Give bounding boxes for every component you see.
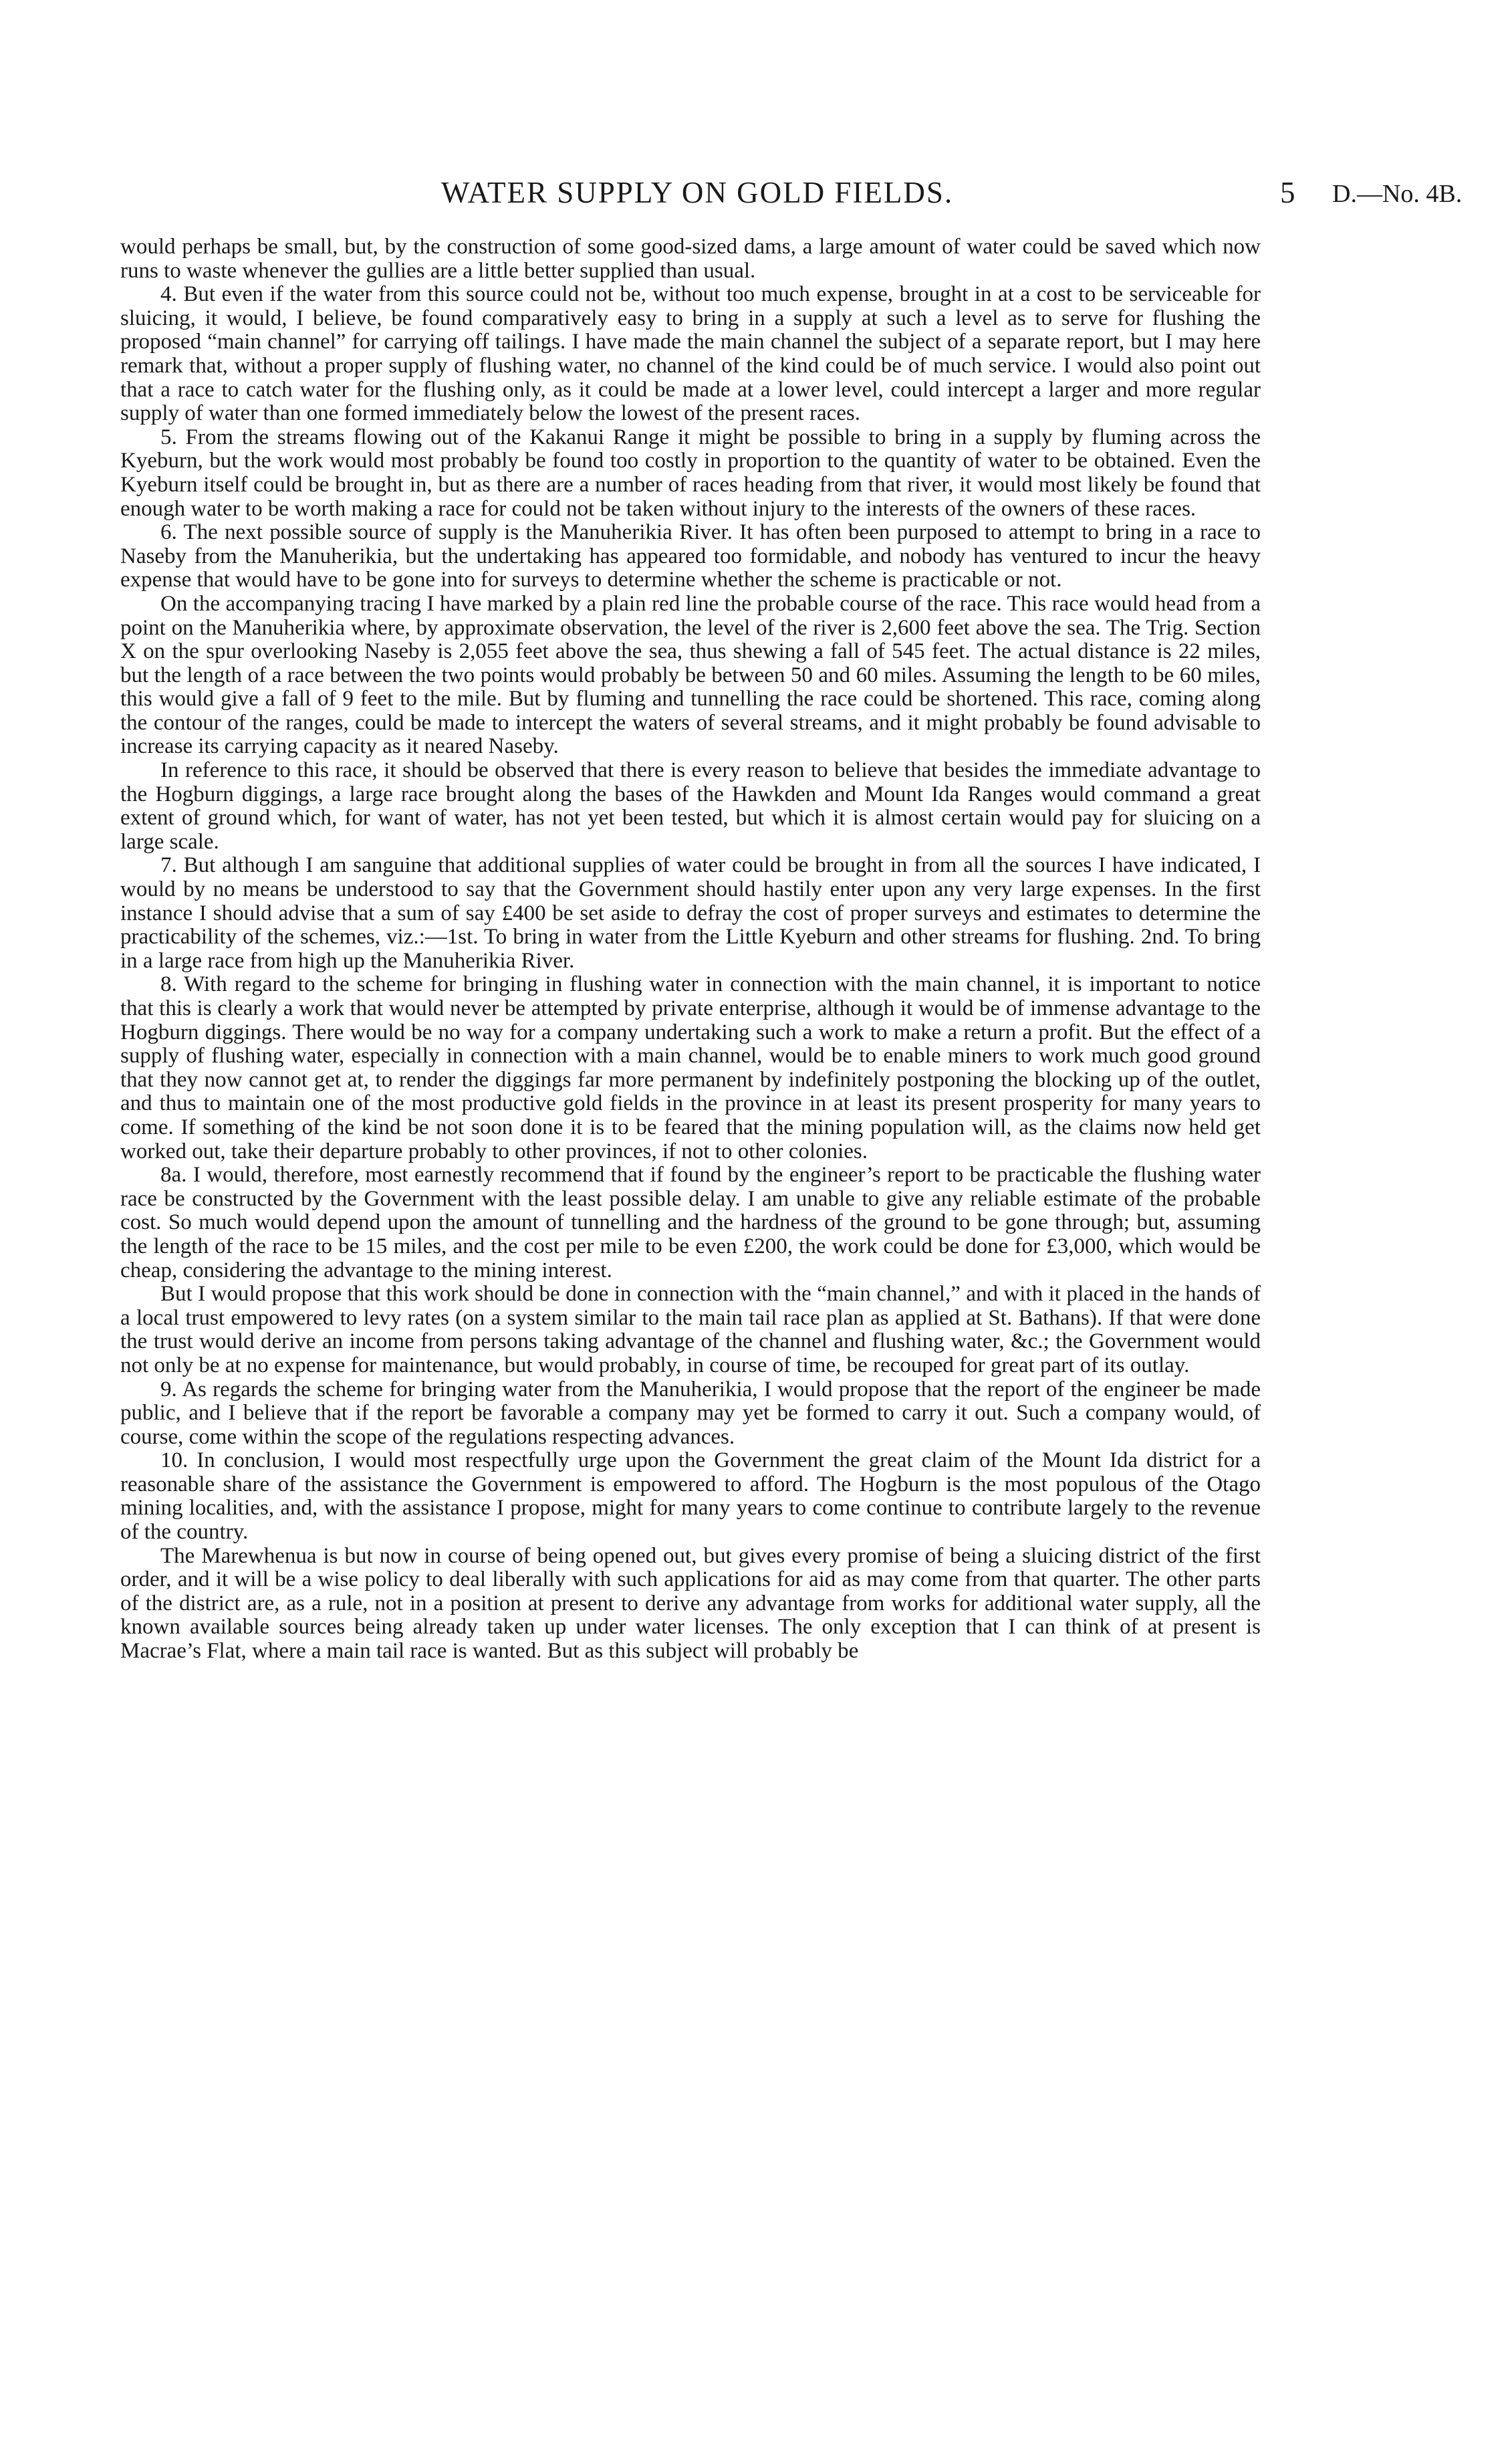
paragraph-continuation: would perhaps be small, but, by the construction of some good-sized dams, a large amount of water could be saved which now runs to waste whenever the gullies are a little better supplied than usual. bbox=[120, 235, 1261, 283]
paragraph-8a-trust: But I would propose that this work should be done in connection with the “main channel,” and with it placed in the hands of a local trust empowered to levy rates (on a system similar to the main tail race plan as applied at St. Bathans). If that were done the trust would derive an income from persons taking advantage of the channel and flushing water, &c.; the Government would not only be at no expense for maintenance, but would probably, in course of time, be recouped for great part of its outlay. bbox=[120, 1282, 1261, 1377]
page-number: 5 bbox=[1280, 176, 1295, 209]
paragraph-8a: 8a. I would, therefore, most earnestly recommend that if found by the engineer’s report to be practicable the flushing water race be constructed by the Government with the least possible delay. I am unable to give any reliable estimate of the probable cost. So much would depend upon the amount of tunnelling and the hardness of the ground to be gone through; but, assuming the length of the race to be 15 miles, and the cost per mile to be even £200, the work could be done for £3,000, which would be cheap, considering the advantage to the mining interest. bbox=[120, 1163, 1261, 1282]
paragraph-6-reference: In reference to this race, it should be observed that there is every reason to believe that besides the immediate advantage to the Hogburn diggings, a large race brought along the bases of the Hawkden and Mount Ida Ranges would command a great extent of ground which, for want of water, has not yet been tested, but which it is almost certain would pay for sluicing on a large scale. bbox=[120, 758, 1261, 854]
paragraph-7: 7. But although I am sanguine that additional supplies of water could be brought in from all the sources I have indicated, I would by no means be understood to say that the Government should hastily enter upon any very large expenses. In the first instance I should advise that a sum of say £400 be set aside to defray the cost of proper surveys and estimates to determine the practicability of the schemes, viz.:—1st. To bring in water from the Little Kyeburn and other streams for flushing. 2nd. To bring in a large race from high up the Manuherikia River. bbox=[120, 853, 1261, 973]
document-reference: D.—No. 4B. bbox=[1332, 180, 1463, 208]
paragraph-9: 9. As regards the scheme for bringing water from the Manuherikia, I would propose that the report of the engineer be made public, and I believe that if the report be favorable a company may yet be formed to carry it out. Such a company would, of course, come within the scope of the regulations respecting advances. bbox=[120, 1377, 1261, 1449]
page-header bbox=[0, 175, 1508, 215]
paragraph-5: 5. From the streams flowing out of the Kakanui Range it might be possible to bring in a supply by fluming across the Kyeburn, but the work would most probably be found too costly in proportion to the quantity of water to be obtained. Even the Kyeburn itself could be brought in, but as there are a number of races heading from that river, it would most likely be found that enough water to be worth making a race for could not be taken without injury to the interests of the owners of these races. bbox=[120, 425, 1261, 521]
paragraph-6: 6. The next possible source of supply is the Manuherikia River. It has often been purposed to attempt to bring in a race to Naseby from the Manuherikia, but the undertaking has appeared too formidable, and nobody has ventured to incur the heavy expense that would have to be gone into for surveys to determine whether the scheme is practicable or not. bbox=[120, 520, 1261, 592]
paragraph-10: 10. In conclusion, I would most respectfully urge upon the Government the great claim of the Mount Ida district for a reasonable share of the assistance the Government is empowered to afford. The Hogburn is the most populous of the Otago mining localities, and, with the assistance I propose, might for many years to come continue to contribute largely to the revenue of the country. bbox=[120, 1448, 1261, 1545]
paragraph-4: 4. But even if the water from this source could not be, without too much expense, brought in at a cost to be serviceable for sluicing, it would, I believe, be found comparatively easy to bring in a supply at such a level as to serve for flushing the proposed “main channel” for carrying off tailings. I have made the main channel the subject of a separate report, but I may here remark that, without a proper supply of flushing water, no channel of the kind could be of much service. I would also point out that a race to catch water for the flushing only, as it could be made at a lower level, could intercept a larger and more regular supply of water than one formed immediately below the lowest of the present races. bbox=[120, 282, 1261, 426]
paragraph-6-tracing: On the accompanying tracing I have marked by a plain red line the probable course of the race. This race would head from a point on the Manuherikia where, by approximate observation, the level of the river is 2,600 feet above the sea. The Trig. Section X on the spur overlooking Naseby is 2,055 feet above the sea, thus shewing a fall of 545 feet. The actual distance is 22 miles, but the length of a race between the two points would probably be between 50 and 60 miles. Assuming the length to be 60 miles, this would give a fall of 9 feet to the mile. But by fluming and tunnelling the race could be shortened. This race, coming along the contour of the ranges, could be made to intercept the waters of several streams, and it might probably be found advisable to increase its carrying capacity as it neared Naseby. bbox=[120, 591, 1261, 759]
paragraph-10-marewhenua: The Marewhenua is but now in course of being opened out, but gives every promise of being a sluicing district of the first order, and it will be a wise policy to deal liberally with such applications for aid as may come from that quarter. The other parts of the district are, as a rule, not in a position at present to derive any advantage from works for additional water supply, all the known available sources being already taken up under water licenses. The only exception that I can think of at present is Macrae’s Flat, where a main tail race is wanted. But as this subject will probably be bbox=[120, 1543, 1261, 1664]
body-text bbox=[120, 235, 1261, 1664]
running-title: WATER SUPPLY ON GOLD FIELDS. bbox=[441, 176, 954, 209]
paragraph-8: 8. With regard to the scheme for bringing in flushing water in connection with the main channel, it is important to notice that this is clearly a work that would never be attempted by private enterprise, although it would be of immense advantage to the Hogburn diggings. There would be no way for a company undertaking such a work to make a return a profit. But the effect of a supply of flushing water, especially in connection with a main channel, would be to enable miners to work much good ground that they now cannot get at, to render the diggings far more permanent by indefinitely postponing the blocking up of the outlet, and thus to maintain one of the most productive gold fields in the province in at least its present prosperity for many years to come. If something of the kind be not soon done it is to be feared that the mining population will, as the claims now held get worked out, take their departure probably to other provinces, if not to other colonies. bbox=[120, 972, 1261, 1163]
